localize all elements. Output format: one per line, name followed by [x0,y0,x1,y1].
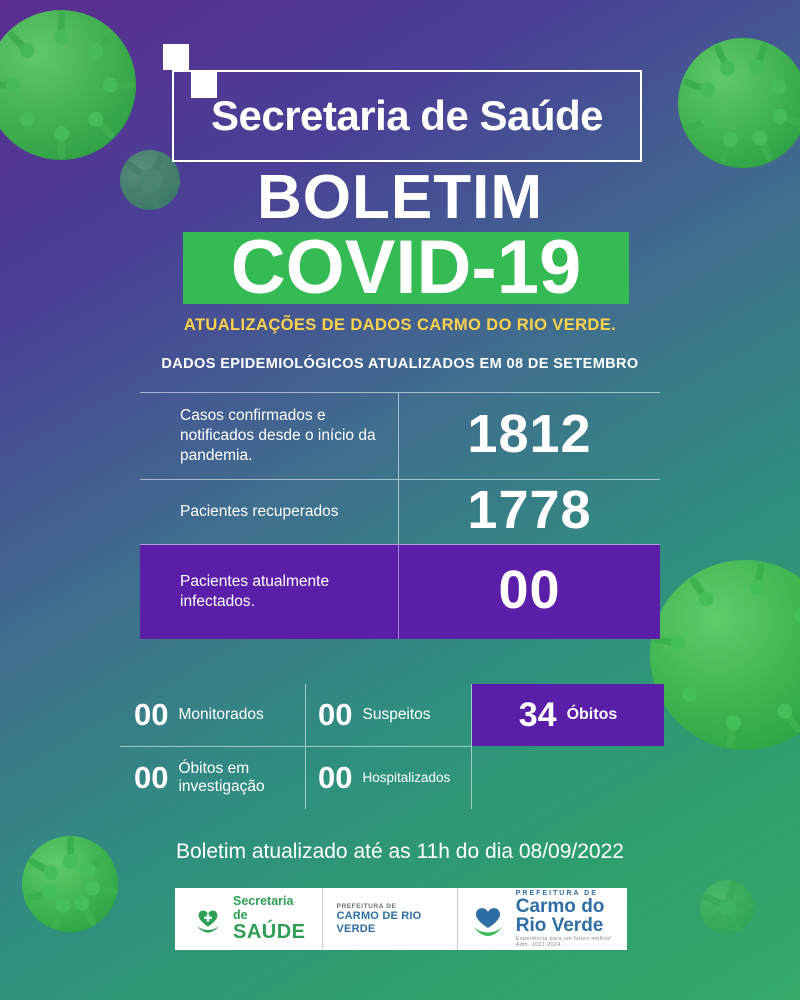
logo-seal-slogan: Experiência para um futuro melhor! Adm. 2021-2024 [515,936,612,948]
stat-cell-hospitalizados [306,747,472,809]
stat-label: Monitorados [178,706,264,724]
bulletin-word: BOLETIM [257,163,543,232]
logo-seal-line2: Rio Verde [515,915,604,936]
secondary-stats-grid [120,684,680,809]
logo-seal-text [516,890,627,948]
heart-hands-icon [468,899,508,939]
stat-value: 00 [134,760,169,795]
stat-value: 00 [398,545,660,639]
stat-cell-obitos-investigacao [120,747,306,809]
stat-value: 1778 [398,480,660,544]
stat-value: 00 [318,760,353,795]
covid-word: COVID-19 [230,225,582,310]
table-row [140,392,660,479]
logo-secretaria-saude [175,888,306,950]
stat-label: Óbitos em investigação [178,760,265,795]
logo-secretaria-big: SAÚDE [233,920,306,943]
virus-icon [678,38,800,168]
logo-seal-small: PREFEITURA DE [515,890,598,897]
table-row-highlight [140,544,660,639]
stat-label: Hospitalizados [362,770,451,786]
logo-prefeitura-small: PREFEITURA DE [336,903,397,911]
heart-hands-icon [191,902,225,936]
stats-row [120,684,680,746]
virus-icon [0,10,136,160]
logo-secretaria-small: Secretaria de [233,894,294,922]
stat-value: 00 [318,697,353,732]
stat-label: Suspeitos [362,706,431,724]
logo-prefeitura-seal [457,888,627,950]
covid-band [183,225,629,310]
stat-cell-empty [472,747,664,809]
virus-icon [700,880,754,934]
stat-value: 1812 [398,393,660,479]
stat-cell-suspeitos [306,684,472,746]
stat-cell-obitos [472,684,664,746]
organization-title: Secretaria de Saúde [210,92,604,139]
stat-value: 00 [134,697,169,732]
main-stats-table [140,392,660,639]
logo-prefeitura-carmo [322,888,443,950]
organization-title-box [172,70,642,162]
stat-cell-monitorados [120,684,306,746]
stat-value: 34 [518,695,557,734]
footer-note: Boletim atualizado até as 11h do dia 08/09/2022 [176,840,624,863]
stat-label: Casos confirmados e notificados desde o início da pandemia. [180,407,376,464]
stats-row [120,747,680,809]
logo-seal-line1: Carmo do [515,896,605,917]
table-row [140,479,660,544]
logo-prefeitura-big: CARMO DE RIO VERDE [336,910,422,935]
logo-secretaria-text [233,895,306,942]
subtitle-updates: ATUALIZAÇÕES DE DADOS CARMO DO RIO VERDE. [183,316,617,334]
logo-bar [175,888,627,950]
subtitle-epidemiological-date: DADOS EPIDEMIOLÓGICOS ATUALIZADOS EM 08 DE SETEMBRO [161,356,639,372]
stat-label: Pacientes atualmente infectados. [180,573,330,610]
stat-label: Óbitos [566,705,618,723]
stat-label: Pacientes recuperados [180,503,339,521]
